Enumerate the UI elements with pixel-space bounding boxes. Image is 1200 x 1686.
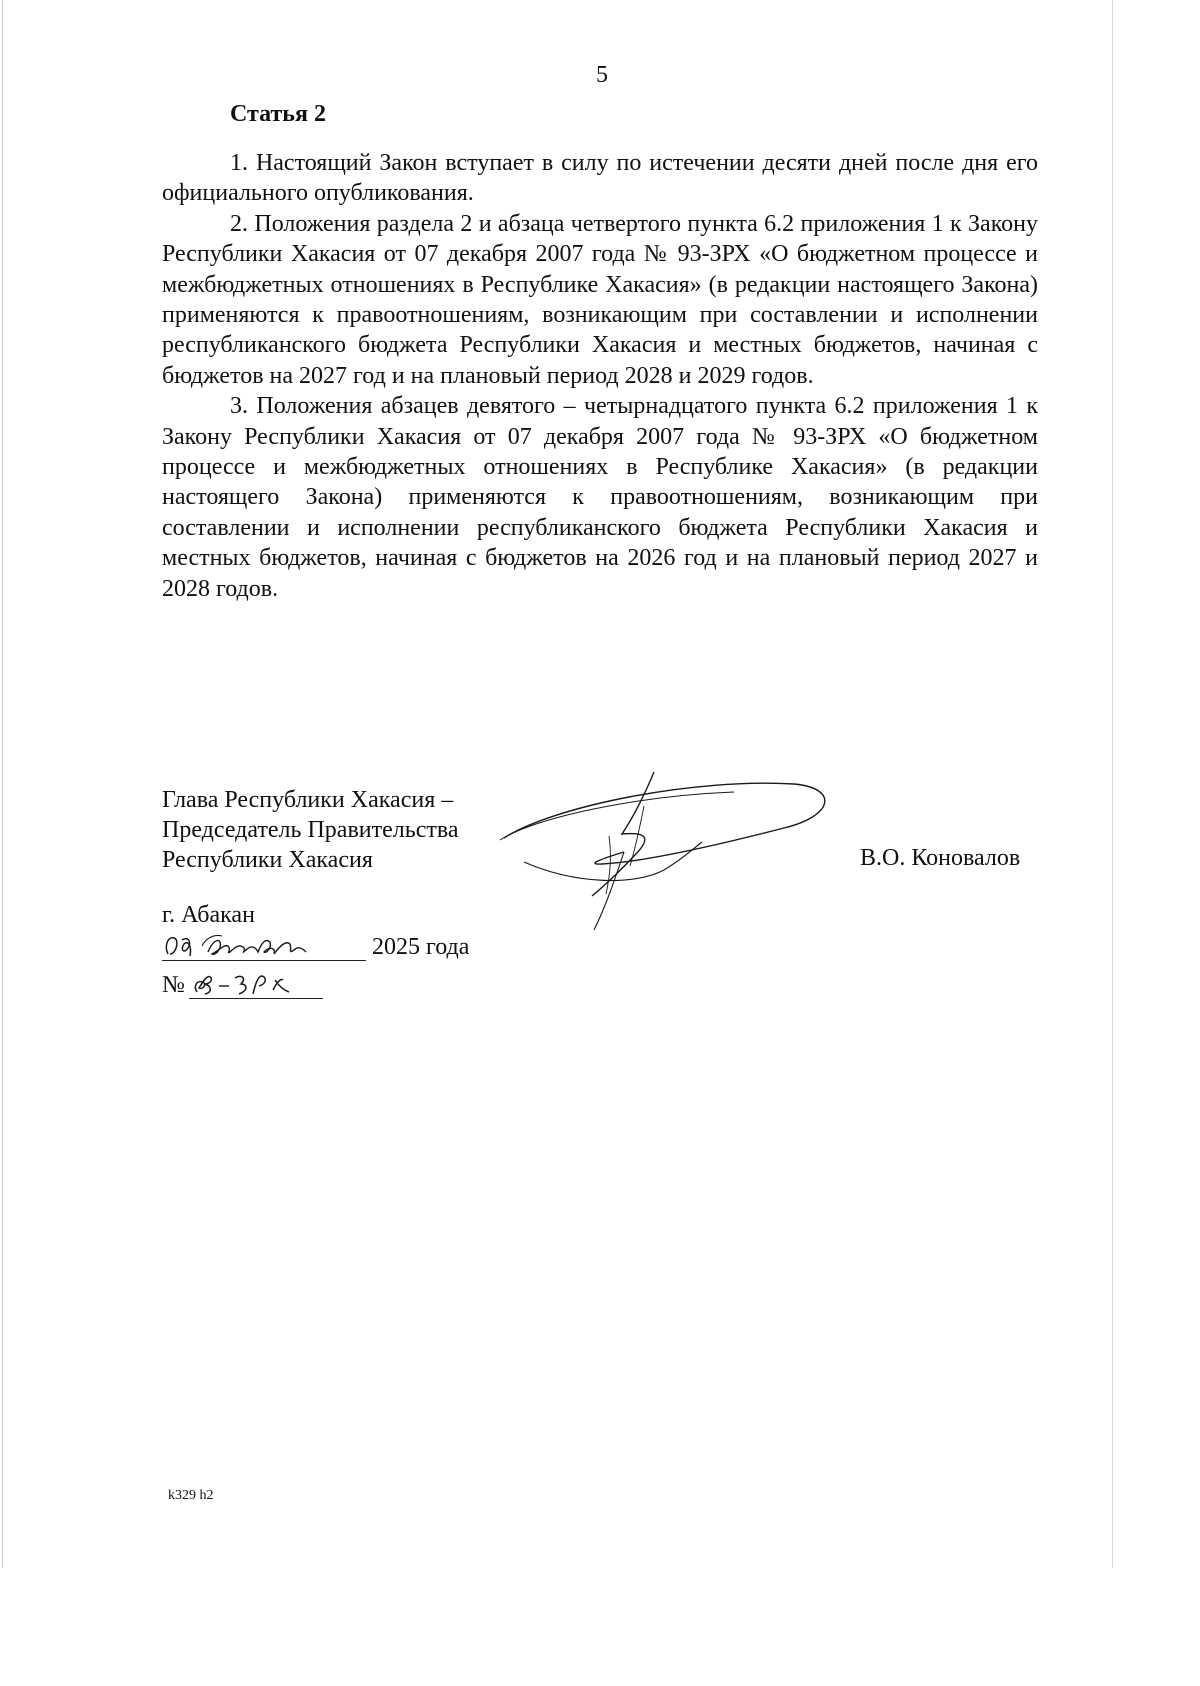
place-city: г. Абакан xyxy=(162,902,255,928)
signer-title-line-1: Глава Республики Хакасия – xyxy=(162,787,454,813)
signer-title xyxy=(162,785,459,875)
date-year-suffix: 2025 года xyxy=(372,934,470,960)
article-paragraph-1: 1. Настоящий Закон вступает в силу по истечении десяти дней после дня его официального опубликования. xyxy=(162,150,1038,207)
page-number: 5 xyxy=(596,62,608,88)
scan-edge-left xyxy=(2,0,3,1568)
article-heading: Статья 2 xyxy=(230,101,326,127)
number-line xyxy=(162,970,323,1002)
scan-edge-right xyxy=(1112,0,1113,1568)
number-handwritten-field xyxy=(189,970,323,999)
date-handwritten-field xyxy=(162,932,366,961)
handwritten-signature xyxy=(494,766,834,936)
signer-title-line-2: Председатель Правительства xyxy=(162,817,459,843)
signer-title-line-3: Республики Хакасия xyxy=(162,847,373,873)
article-paragraph-2: 2. Положения раздела 2 и абзаца четвертого пункта 6.2 приложения 1 к Закону Республики Хакасия от 07 декабря 2007 года № 93-ЗРХ «О бюджетном процессе и межбюджетных отношениях в Республике Хакасия» (в редакции настоящего Закона) применяются к правоотношениям, возникающим при составлении и исполнении республиканского бюджета Республики Хакасия и местных бюджетов, начиная с бюджетов на 2027 год и на плановый период 2028 и 2029 годов. xyxy=(162,210,1038,389)
date-handwritten-ink xyxy=(162,932,366,960)
number-handwritten-ink xyxy=(189,970,323,998)
date-line xyxy=(162,932,469,964)
article-paragraph-3: 3. Положения абзацев девятого – четырнадцатого пункта 6.2 приложения 1 к Закону Республики Хакасия от 07 декабря 2007 года № 93-ЗРХ «О бюджетном процессе и межбюджетных отношениях в Республике Хакасия» (в редакции настоящего Закона) применяются к правоотношениям, возникающим при составлении и исполнении республиканского бюджета Республики Хакасия и местных бюджетов, начиная с бюджетов на 2026 год и на плановый период 2027 и 2028 годов. xyxy=(162,393,1038,602)
article-body xyxy=(162,148,1038,604)
document-code: k329 h2 xyxy=(168,1488,214,1503)
signer-name: В.О. Коновалов xyxy=(860,845,1021,871)
number-prefix: № xyxy=(162,972,185,998)
